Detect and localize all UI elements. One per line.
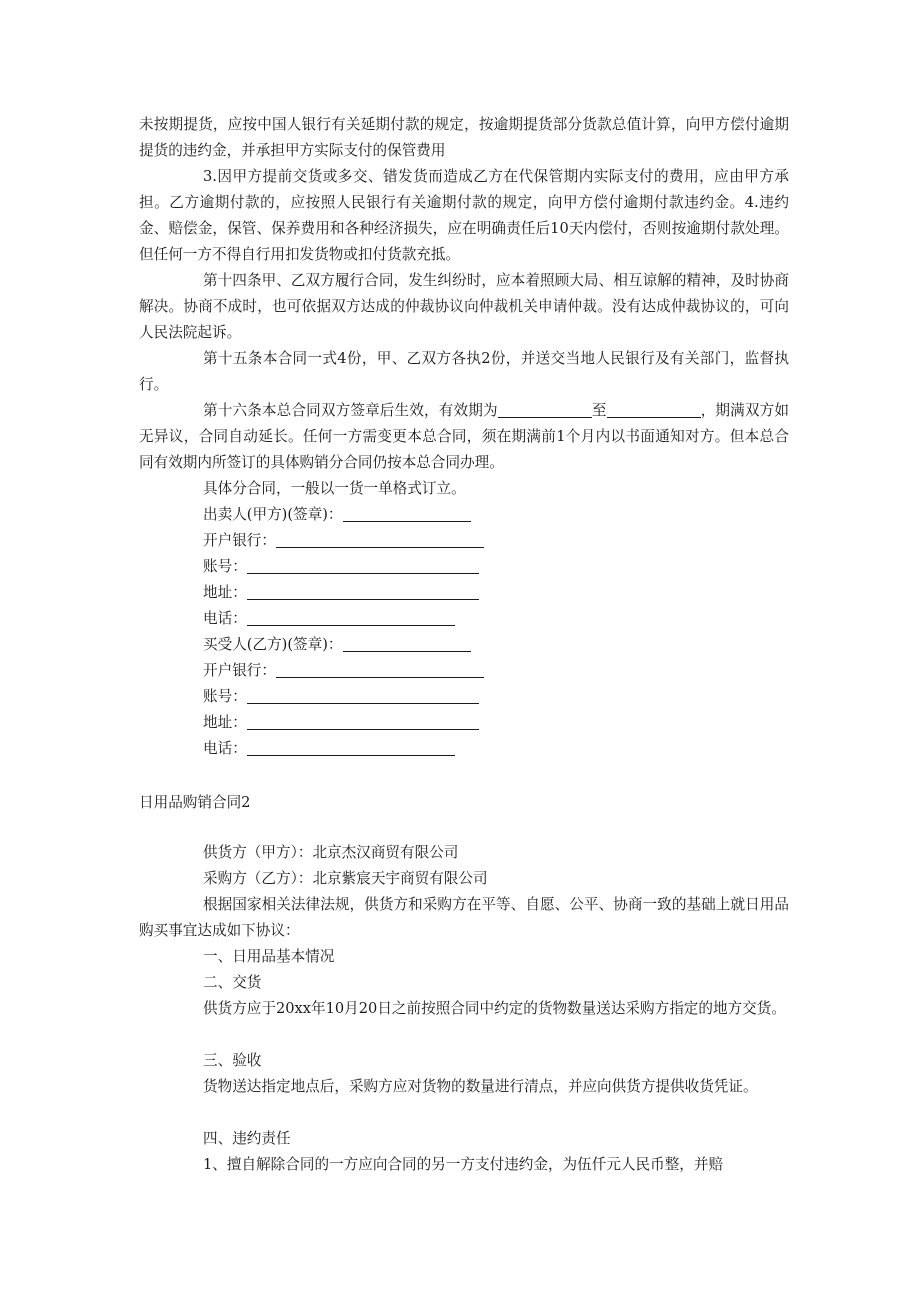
buyer-signature-line: [203, 632, 471, 658]
seller-signature-blank: [343, 505, 471, 522]
buyer-phone-line: [203, 736, 455, 762]
seller-phone-blank: [247, 609, 455, 626]
buyer-account-label: 账号：: [203, 688, 247, 705]
paragraph-sub-contract: 具体分合同，一般以一货一单格式订立。: [203, 480, 466, 497]
end-date-blank: [607, 401, 701, 418]
seller-account-blank: [247, 557, 479, 574]
paragraph-delivery: 供货方应于20xx年10月20日之前按照合同中约定的货物数量送达采购方指定的地方交货。: [203, 1000, 786, 1017]
seller-account-label: 账号：: [203, 558, 247, 575]
paragraph-acceptance: 货物送达指定地点后，采购方应对货物的数量进行清点，并应向供货方提供收货凭证。: [203, 1078, 758, 1095]
heading-acceptance: 三、验收: [203, 1052, 262, 1069]
paragraph-article-15: 第十五条本合同一式4份，甲、乙双方各执2份，并送交当地人民银行及有关部门，监督执行。: [139, 350, 789, 393]
buyer-account-blank: [247, 687, 479, 704]
heading-breach: 四、违约责任: [203, 1130, 291, 1147]
start-date-blank: [498, 401, 592, 418]
buyer-account-line: [203, 684, 479, 710]
supplier-line: 供货方（甲方）：北京杰汉商贸有限公司: [203, 844, 459, 861]
seller-phone-label: 电话：: [203, 610, 247, 627]
seller-bank-label: 开户银行：: [203, 532, 276, 549]
paragraph-early-delivery: 3.因甲方提前交货或多交、错发货而造成乙方在代保管期内实际支付的费用，应由甲方承担。乙方逾期付款的，应按照人民银行有关逾期付款的规定，向甲方偿付逾期付款违约金。4.违约金、赔偿金，保管、保养费用和各种经济损失，应在明确责任后10天内偿付，否则按逾期付款处理。但任何一方不得自行用扣发货物或扣付货款充抵。: [139, 168, 789, 263]
paragraph-article-14: 第十四条甲、乙双方履行合同，发生纠纷时，应本着照顾大局、相互谅解的精神，及时协商解决。协商不成时，也可依据双方达成的仲裁协议向仲裁机关申请仲裁。没有达成仲裁协议的，可向人民法院起诉。: [139, 272, 789, 341]
article-16-text-a: 第十六条本总合同双方签章后生效，有效期为: [203, 402, 498, 419]
paragraph-article-16: [139, 398, 789, 476]
seller-label: 出卖人(甲方)(签章)：: [203, 506, 343, 523]
purchaser-line: 采购方（乙方）：北京紫宸天宇商贸有限公司: [203, 870, 488, 887]
buyer-address-blank: [247, 713, 479, 730]
paragraph-intro: 根据国家相关法律法规，供货方和采购方在平等、自愿、公平、协商一致的基础上就日用品购买事宜达成如下协议：: [139, 896, 789, 939]
buyer-bank-blank: [276, 661, 484, 678]
buyer-bank-label: 开户银行：: [203, 662, 276, 679]
seller-bank-blank: [276, 531, 484, 548]
seller-address-label: 地址：: [203, 584, 247, 601]
seller-phone-line: [203, 606, 455, 632]
buyer-address-line: [203, 710, 479, 736]
paragraph-late-pickup: 未按期提货，应按中国人银行有关延期付款的规定，按逾期提货部分货款总值计算，向甲方偿付逾期提货的违约金，并承担甲方实际支付的保管费用: [139, 116, 789, 159]
seller-address-line: [203, 580, 479, 606]
heading-delivery: 二、交货: [203, 974, 262, 991]
seller-address-blank: [247, 583, 479, 600]
heading-basic-info: 一、日用品基本情况: [203, 948, 335, 965]
paragraph-breach: 1、擅自解除合同的一方应向合同的另一方支付违约金，为伍仟元人民币整，并赔: [203, 1156, 724, 1173]
contract-2-title: 日用品购销合同2: [139, 794, 251, 811]
buyer-signature-blank: [343, 635, 471, 652]
buyer-bank-line: [203, 658, 484, 684]
seller-signature-line: [203, 502, 471, 528]
seller-bank-line: [203, 528, 484, 554]
buyer-phone-blank: [247, 739, 455, 756]
buyer-address-label: 地址：: [203, 714, 247, 731]
buyer-phone-label: 电话：: [203, 740, 247, 757]
article-16-text-b: 至: [591, 402, 607, 419]
seller-account-line: [203, 554, 479, 580]
article-16-text-c: ，期满双方如无异议，合同自动延长。任何一方需变更本总合同，须在期满前1个月内以书面通知对方。但本总合同有效期内所签订的具体购销分合同仍按本总合同办理。: [139, 402, 789, 471]
buyer-label: 买受人(乙方)(签章)：: [203, 636, 343, 653]
